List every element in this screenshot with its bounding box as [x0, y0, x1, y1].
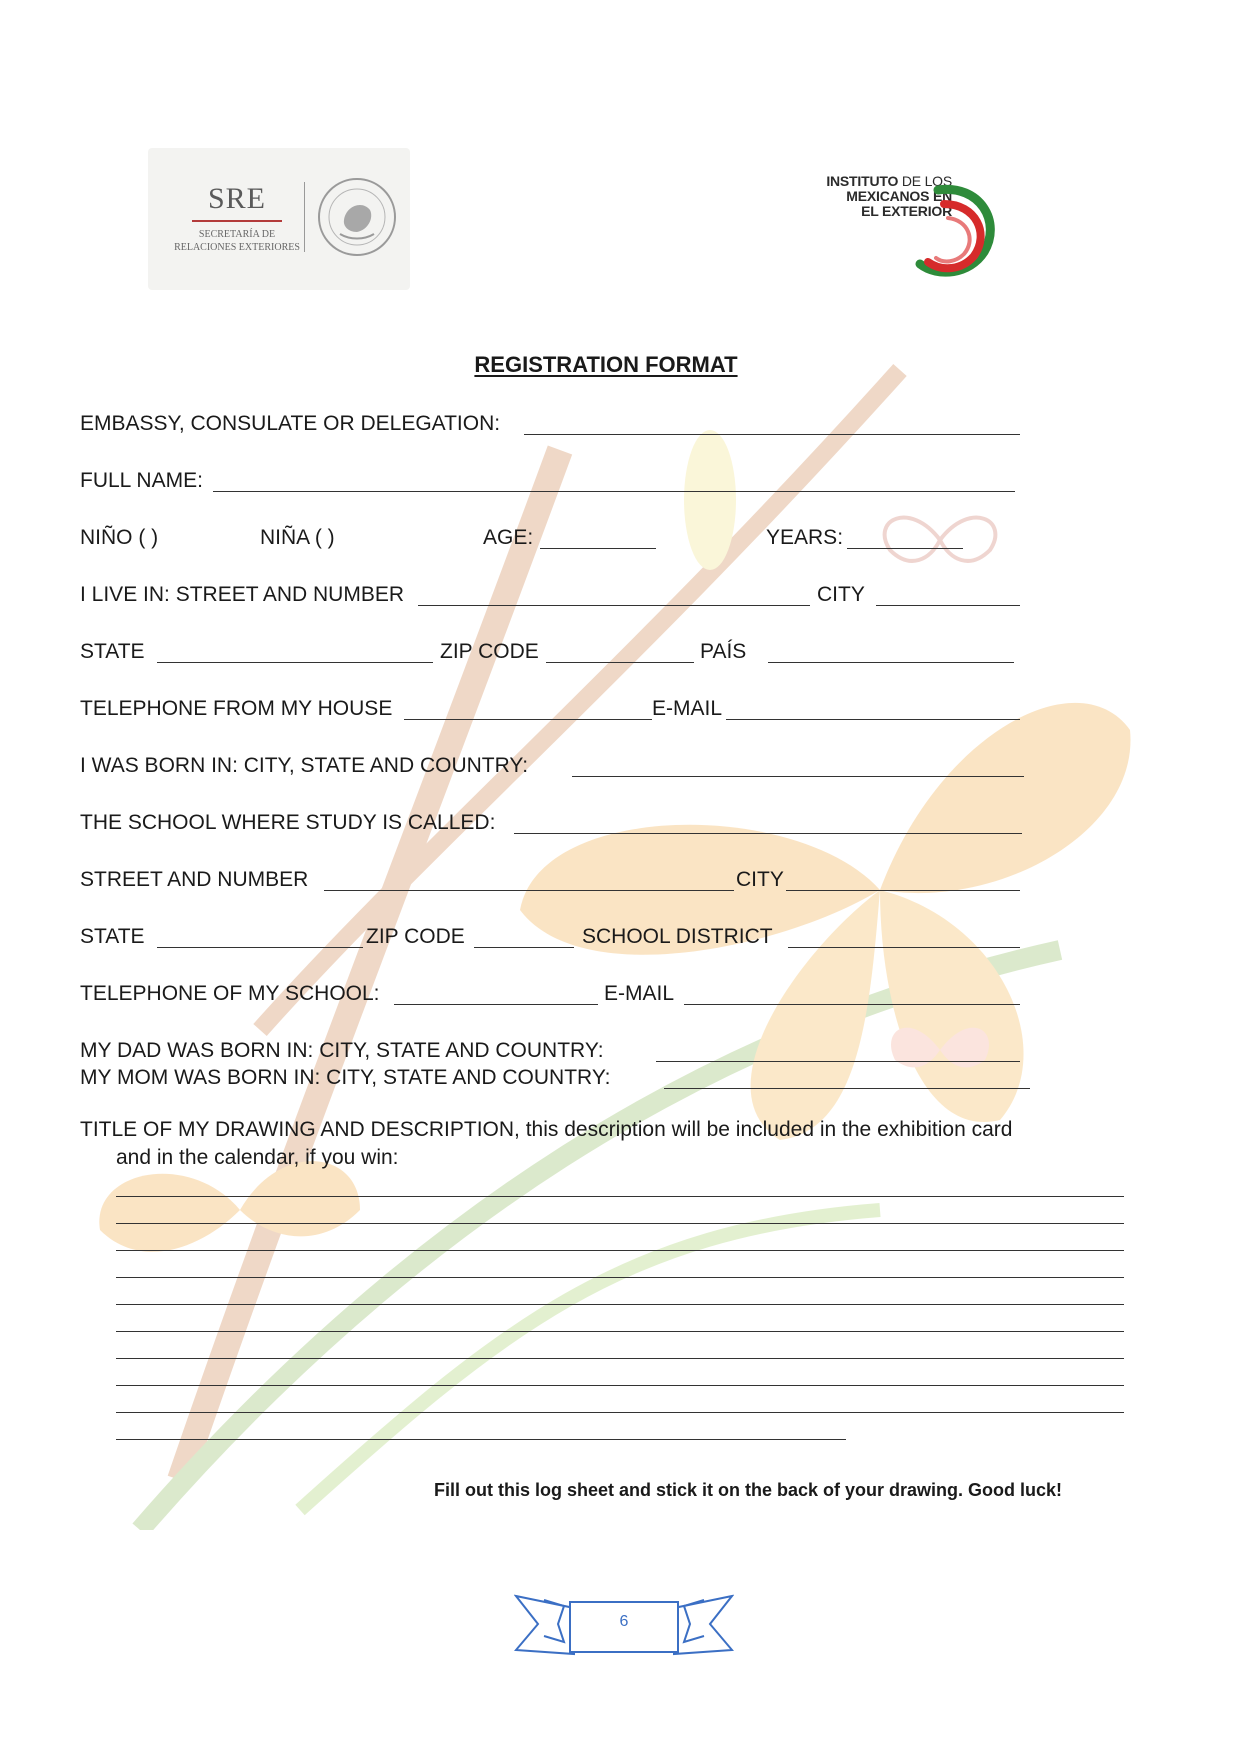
email-field[interactable]	[726, 719, 1020, 720]
school-city-field[interactable]	[786, 890, 1020, 891]
school-email-label: E-MAIL	[604, 982, 675, 1005]
state-label: STATE	[80, 640, 145, 663]
live-in-label: I LIVE IN: STREET AND NUMBER	[80, 583, 405, 606]
full-name-field[interactable]	[213, 491, 1015, 492]
school-name-field[interactable]	[514, 833, 1022, 834]
description-line[interactable]	[116, 1304, 1124, 1305]
mom-birthplace-row	[80, 1064, 1040, 1092]
mexican-coat-of-arms-seal-icon	[316, 176, 398, 258]
age-label: AGE:	[483, 526, 534, 549]
sre-logo	[148, 148, 410, 290]
home-contact-row	[80, 695, 1020, 723]
school-address-row	[80, 866, 1020, 894]
years-label: YEARS:	[766, 526, 844, 549]
ime-swirl-icon	[898, 174, 1006, 282]
ime-logo	[790, 168, 1010, 286]
description-line[interactable]	[116, 1358, 1124, 1359]
sre-subtitle-line2: RELACIONES EXTERIORES	[174, 242, 300, 253]
school-street-label: STREET AND NUMBER	[80, 868, 309, 891]
city-field[interactable]	[876, 605, 1020, 606]
pais-field[interactable]	[768, 662, 1014, 663]
years-field[interactable]	[847, 548, 963, 549]
city-label: CITY	[817, 583, 865, 606]
embassy-field[interactable]	[524, 434, 1020, 435]
address-row	[80, 581, 1020, 609]
nina-checkbox[interactable]: NIÑA ( )	[260, 526, 335, 549]
gender-age-row	[80, 524, 1020, 552]
school-zip-field[interactable]	[474, 947, 574, 948]
form-title: REGISTRATION FORMAT	[474, 352, 738, 377]
description-line[interactable]	[116, 1439, 846, 1440]
full-name-label: FULL NAME:	[80, 469, 203, 492]
sre-divider	[304, 182, 305, 252]
school-state-label: STATE	[80, 925, 145, 948]
birthplace-field[interactable]	[572, 776, 1024, 777]
street-number-field[interactable]	[418, 605, 810, 606]
school-name-row	[80, 809, 1020, 837]
ime-line3: EL EXTERIOR	[861, 203, 952, 219]
embassy-row	[80, 410, 1020, 438]
dad-label: MY DAD WAS BORN IN: CITY, STATE AND COUNTRY:	[80, 1039, 604, 1062]
sre-subtitle-line1: SECRETARÍA DE	[198, 229, 276, 240]
full-name-row	[80, 467, 1020, 495]
description-line[interactable]	[116, 1277, 1124, 1278]
page-number: 6	[619, 1613, 629, 1630]
email-label: E-MAIL	[652, 697, 723, 720]
school-state-field[interactable]	[157, 947, 363, 948]
embassy-label: EMBASSY, CONSULATE OR DELEGATION:	[80, 412, 501, 435]
school-street-field[interactable]	[324, 890, 734, 891]
age-field[interactable]	[540, 548, 656, 549]
ime-line1-bold: INSTITUTO	[826, 173, 899, 189]
pais-label: PAÍS	[700, 640, 747, 663]
birthplace-row	[80, 752, 1020, 780]
sre-rule	[192, 220, 282, 222]
description-label	[80, 1116, 1140, 1172]
zip-label: ZIP CODE	[440, 640, 539, 663]
school-state-row	[80, 923, 1020, 951]
ime-line1-rest: DE LOS	[898, 173, 952, 189]
description-line[interactable]	[116, 1250, 1124, 1251]
ime-line2: MEXICANOS EN	[846, 188, 952, 204]
zip-field[interactable]	[546, 662, 694, 663]
state-zip-row	[80, 638, 1020, 666]
school-zip-label: ZIP CODE	[366, 925, 465, 948]
description-line[interactable]	[116, 1223, 1124, 1224]
school-city-label: CITY	[736, 868, 784, 891]
school-email-field[interactable]	[684, 1004, 1020, 1005]
sre-subtitle	[148, 228, 326, 254]
school-district-label: SCHOOL DISTRICT	[582, 925, 773, 948]
telephone-house-field[interactable]	[404, 719, 652, 720]
dad-birthplace-field[interactable]	[656, 1061, 1020, 1062]
nino-checkbox[interactable]: NIÑO ( )	[80, 526, 159, 549]
state-field[interactable]	[157, 662, 433, 663]
description-line[interactable]	[116, 1385, 1124, 1386]
school-label: THE SCHOOL WHERE STUDY IS CALLED:	[80, 811, 496, 834]
page-number-ribbon	[514, 1590, 734, 1660]
school-district-field[interactable]	[788, 947, 1020, 948]
sre-acronym: SRE	[207, 182, 267, 215]
telephone-house-label: TELEPHONE FROM MY HOUSE	[80, 697, 393, 720]
description-label-line2: and in the calendar, if you win:	[116, 1146, 399, 1169]
school-phone-label: TELEPHONE OF MY SCHOOL:	[80, 982, 380, 1005]
school-phone-field[interactable]	[394, 1004, 598, 1005]
school-contact-row	[80, 980, 1020, 1008]
description-line[interactable]	[116, 1196, 1124, 1197]
description-label-line1: TITLE OF MY DRAWING AND DESCRIPTION, this description will be included in the exhibition card	[80, 1118, 1013, 1141]
instructions-note: Fill out this log sheet and stick it on the back of your drawing. Good luck!	[434, 1480, 1063, 1500]
mom-label: MY MOM WAS BORN IN: CITY, STATE AND COUNTRY:	[80, 1066, 611, 1089]
born-label: I WAS BORN IN: CITY, STATE AND COUNTRY:	[80, 754, 529, 777]
description-line[interactable]	[116, 1412, 1124, 1413]
description-line[interactable]	[116, 1331, 1124, 1332]
dad-birthplace-row	[80, 1037, 1020, 1065]
mom-birthplace-field[interactable]	[664, 1088, 1030, 1089]
